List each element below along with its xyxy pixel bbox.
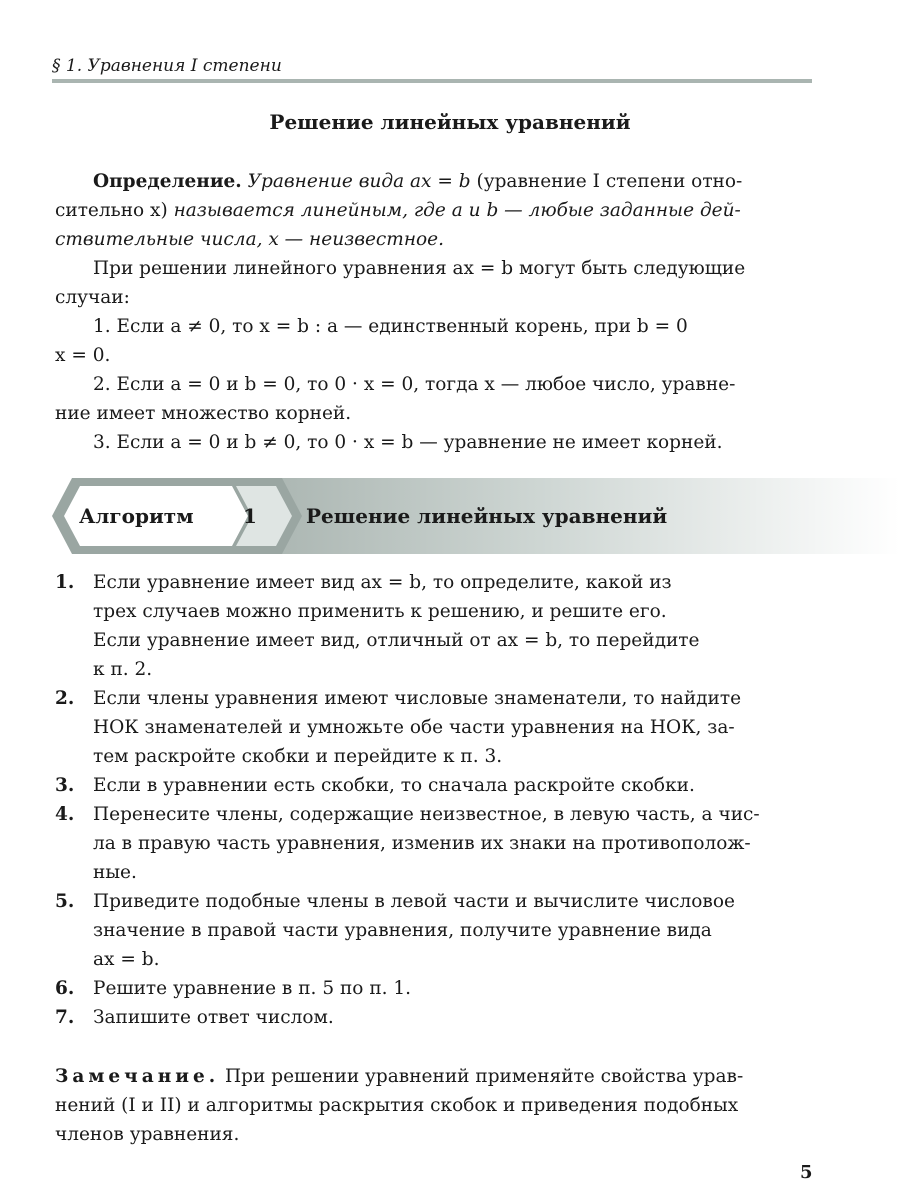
- note-line: членов уравнения.: [55, 1124, 240, 1145]
- step-line: Если в уравнении есть скобки, то сначала раскройте скобки.: [93, 775, 695, 796]
- case-1-line: x = 0.: [55, 345, 111, 366]
- definition-line-1: [55, 167, 812, 196]
- step-number: 4.: [55, 804, 75, 825]
- definition-line-2: [55, 196, 812, 225]
- cases-intro-line: При решении линейного уравнения ax = b могут быть следующие: [93, 258, 746, 279]
- step-line: ные.: [93, 862, 137, 883]
- step-number: 5.: [55, 891, 75, 912]
- step-item: [55, 568, 812, 684]
- cases-intro-line: случаи:: [55, 287, 130, 308]
- case-2-line: ние имеет множество корней.: [55, 403, 352, 424]
- step-line: ла в правую часть уравнения, изменив их знаки на противополож-: [93, 833, 751, 854]
- step-line: Если уравнение имеет вид, отличный от ax = b, то перейдите: [93, 630, 700, 651]
- step-item: [55, 684, 812, 771]
- step-item: [55, 1003, 812, 1032]
- step-line: к п. 2.: [93, 659, 153, 680]
- step-line: Если члены уравнения имеют числовые знаменатели, то найдите: [93, 688, 742, 709]
- step-line: Решите уравнение в п. 5 по п. 1.: [93, 978, 412, 999]
- step-line: ax = b.: [93, 949, 160, 970]
- definition-text: называется линейным, где a и b — любые заданные дей-: [167, 200, 741, 221]
- algorithm-title: Решение линейных уравнений: [306, 504, 668, 528]
- step-item: [55, 887, 812, 974]
- step-number: 1.: [55, 572, 75, 593]
- note-line: [55, 1062, 812, 1091]
- section-title: Решение линейных уравнений: [269, 110, 631, 134]
- note-label: Замечание.: [55, 1066, 220, 1087]
- algorithm-label: Алгоритм: [79, 504, 194, 528]
- definition-paragraph: [55, 167, 812, 254]
- page-number: 5: [800, 1162, 813, 1183]
- step-line: НОК знаменателей и умножьте обе части уравнения на НОК, за-: [93, 717, 735, 738]
- step-number: 3.: [55, 775, 75, 796]
- running-head: § 1. Уравнения I степени: [52, 56, 282, 76]
- definition-line-3: ствительные числа, x — неизвестное.: [55, 229, 444, 250]
- step-number: 2.: [55, 688, 75, 709]
- step-number: 6.: [55, 978, 75, 999]
- case-3-line: 3. Если a = 0 и b ≠ 0, то 0 · x = b — уравнение не имеет корней.: [93, 432, 723, 453]
- note-line: нений (I и II) и алгоритмы раскрытия скобок и приведения подобных: [55, 1095, 739, 1116]
- case-2-line: 2. Если a = 0 и b = 0, то 0 · x = 0, тогда x — любое число, уравне-: [93, 374, 736, 395]
- cases-paragraph: [55, 254, 812, 457]
- step-number: 7.: [55, 1007, 75, 1028]
- step-line: Приведите подобные члены в левой части и вычислите числовое: [93, 891, 735, 912]
- algorithm-number: 1: [243, 504, 257, 528]
- algorithm-steps: [55, 568, 812, 1032]
- step-line: Если уравнение имеет вид ax = b, то определите, какой из: [93, 572, 672, 593]
- step-item: [55, 771, 812, 800]
- step-line: значение в правой части уравнения, получите уравнение вида: [93, 920, 712, 941]
- step-item: [55, 974, 812, 1003]
- step-line: тем раскройте скобки и перейдите к п. 3.: [93, 746, 503, 767]
- header-rule: [52, 79, 812, 83]
- note-text: При решении уравнений применяйте свойства урав-: [219, 1066, 744, 1087]
- definition-label: Определение.: [93, 171, 242, 192]
- definition-text: Уравнение вида ax = b: [241, 171, 471, 192]
- case-1-line: 1. Если a ≠ 0, то x = b : a — единственный корень, при b = 0: [93, 316, 688, 337]
- note-paragraph: [55, 1062, 812, 1149]
- step-line: Запишите ответ числом.: [93, 1007, 334, 1028]
- step-item: [55, 800, 812, 887]
- definition-text: (уравнение I степени отно-: [470, 171, 743, 192]
- step-line: трех случаев можно применить к решению, и решите его.: [93, 601, 667, 622]
- step-line: Перенесите члены, содержащие неизвестное, в левую часть, а чис-: [93, 804, 760, 825]
- definition-text: сительно x): [55, 200, 168, 221]
